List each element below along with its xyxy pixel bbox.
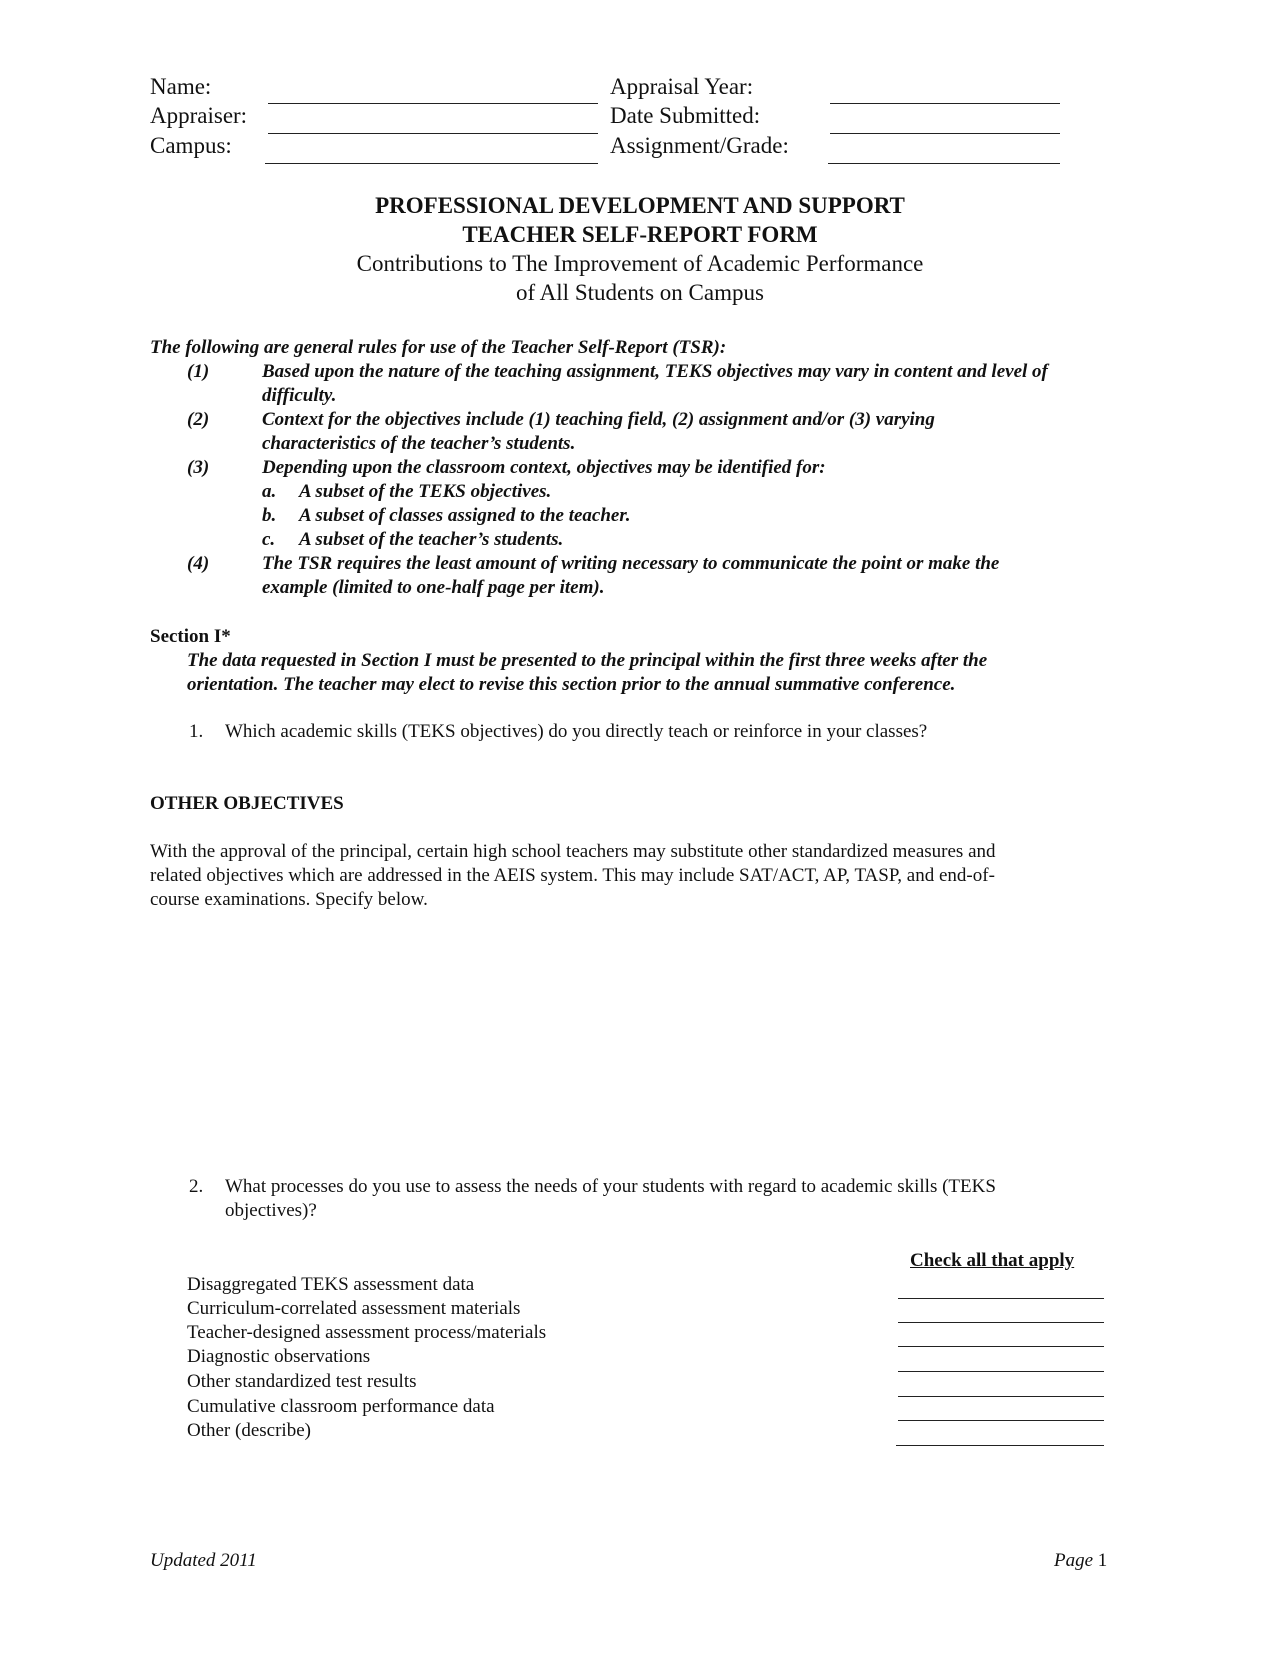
page-number: 1 xyxy=(1097,1550,1108,1571)
question-2-text-cont: objectives)? xyxy=(225,1200,317,1221)
rule-3a-text: A subset of the TEKS objectives. xyxy=(299,481,552,502)
footer-updated: Updated 2011 xyxy=(150,1550,257,1571)
option-check-blank-7[interactable] xyxy=(896,1445,1104,1446)
rule-4-number: (4) xyxy=(187,553,210,574)
option-label-6: Cumulative classroom performance data xyxy=(187,1396,495,1417)
subtitle-line-2: of All Students on Campus xyxy=(516,280,764,305)
assignment-grade-field[interactable] xyxy=(828,163,1060,164)
appraiser-label: Appraiser: xyxy=(150,103,248,128)
campus-field[interactable] xyxy=(265,163,598,164)
assignment-grade-label: Assignment/Grade: xyxy=(610,133,789,158)
option-check-blank-3[interactable] xyxy=(898,1346,1104,1347)
section-1-heading: Section I* xyxy=(150,626,231,647)
option-check-blank-1[interactable] xyxy=(898,1298,1104,1299)
section-1-note-line-2: orientation. The teacher may elect to revise this section prior to the annual summative conference. xyxy=(187,674,956,695)
rules-intro: The following are general rules for use of the Teacher Self-Report (TSR): xyxy=(150,337,727,358)
question-1-number: 1. xyxy=(189,721,204,742)
rule-4-text: The TSR requires the least amount of writing necessary to communicate the point or make the xyxy=(262,553,1000,574)
option-check-blank-2[interactable] xyxy=(898,1322,1104,1323)
rule-1-text-cont: difficulty. xyxy=(262,385,337,406)
rule-3c-letter: c. xyxy=(262,529,276,550)
rule-3-text: Depending upon the classroom context, objectives may be identified for: xyxy=(262,457,826,478)
page-word: Page xyxy=(1054,1550,1094,1571)
rule-3c-text: A subset of the teacher’s students. xyxy=(299,529,564,550)
question-2-number: 2. xyxy=(189,1176,204,1197)
rule-3a-letter: a. xyxy=(262,481,277,502)
option-label-2: Curriculum-correlated assessment materials xyxy=(187,1298,521,1319)
rule-1-number: (1) xyxy=(187,361,210,382)
date-submitted-field[interactable] xyxy=(830,133,1060,134)
rule-3-number: (3) xyxy=(187,457,210,478)
name-label: Name: xyxy=(150,74,212,99)
option-check-blank-5[interactable] xyxy=(898,1396,1104,1397)
option-check-blank-4[interactable] xyxy=(898,1371,1104,1372)
rule-1-text: Based upon the nature of the teaching assignment, TEKS objectives may vary in content and level of xyxy=(262,361,1048,382)
title-line-2: TEACHER SELF-REPORT FORM xyxy=(462,222,818,247)
other-objectives-line-1: With the approval of the principal, certain high school teachers may substitute other standardized measures and xyxy=(150,841,996,862)
subtitle-line-1: Contributions to The Improvement of Academic Performance xyxy=(356,251,924,276)
rule-2-number: (2) xyxy=(187,409,210,430)
option-label-4: Diagnostic observations xyxy=(187,1346,371,1367)
other-objectives-line-3: course examinations. Specify below. xyxy=(150,889,428,910)
name-field[interactable] xyxy=(268,103,598,104)
campus-label: Campus: xyxy=(150,133,232,158)
appraisal-year-label: Appraisal Year: xyxy=(610,74,754,99)
rule-2-text-cont: characteristics of the teacher’s students. xyxy=(262,433,576,454)
option-label-7: Other (describe) xyxy=(187,1420,311,1441)
footer-page xyxy=(1054,1550,1107,1572)
rule-2-text: Context for the objectives include (1) teaching field, (2) assignment and/or (3) varying xyxy=(262,409,935,430)
option-check-blank-6[interactable] xyxy=(898,1420,1104,1421)
option-label-5: Other standardized test results xyxy=(187,1371,417,1392)
check-all-header: Check all that apply xyxy=(910,1250,1075,1271)
title-line-1: PROFESSIONAL DEVELOPMENT AND SUPPORT xyxy=(375,193,905,218)
section-1-note-line-1: The data requested in Section I must be presented to the principal within the first three weeks after the xyxy=(187,650,988,671)
rule-4-text-cont: example (limited to one-half page per item). xyxy=(262,577,605,598)
rule-3b-letter: b. xyxy=(262,505,277,526)
question-2-text: What processes do you use to assess the needs of your students with regard to academic skills (TEKS xyxy=(225,1176,996,1197)
appraiser-field[interactable] xyxy=(268,133,598,134)
other-objectives-line-2: related objectives which are addressed in the AEIS system. This may include SAT/ACT, AP, TASP, and end-of- xyxy=(150,865,995,886)
rule-3b-text: A subset of classes assigned to the teacher. xyxy=(299,505,631,526)
other-objectives-heading: OTHER OBJECTIVES xyxy=(150,793,344,814)
appraisal-year-field[interactable] xyxy=(830,103,1060,104)
question-1-text: Which academic skills (TEKS objectives) do you directly teach or reinforce in your classes? xyxy=(225,721,928,742)
option-label-3: Teacher-designed assessment process/materials xyxy=(187,1322,547,1343)
date-submitted-label: Date Submitted: xyxy=(610,103,761,128)
option-label-1: Disaggregated TEKS assessment data xyxy=(187,1274,475,1295)
